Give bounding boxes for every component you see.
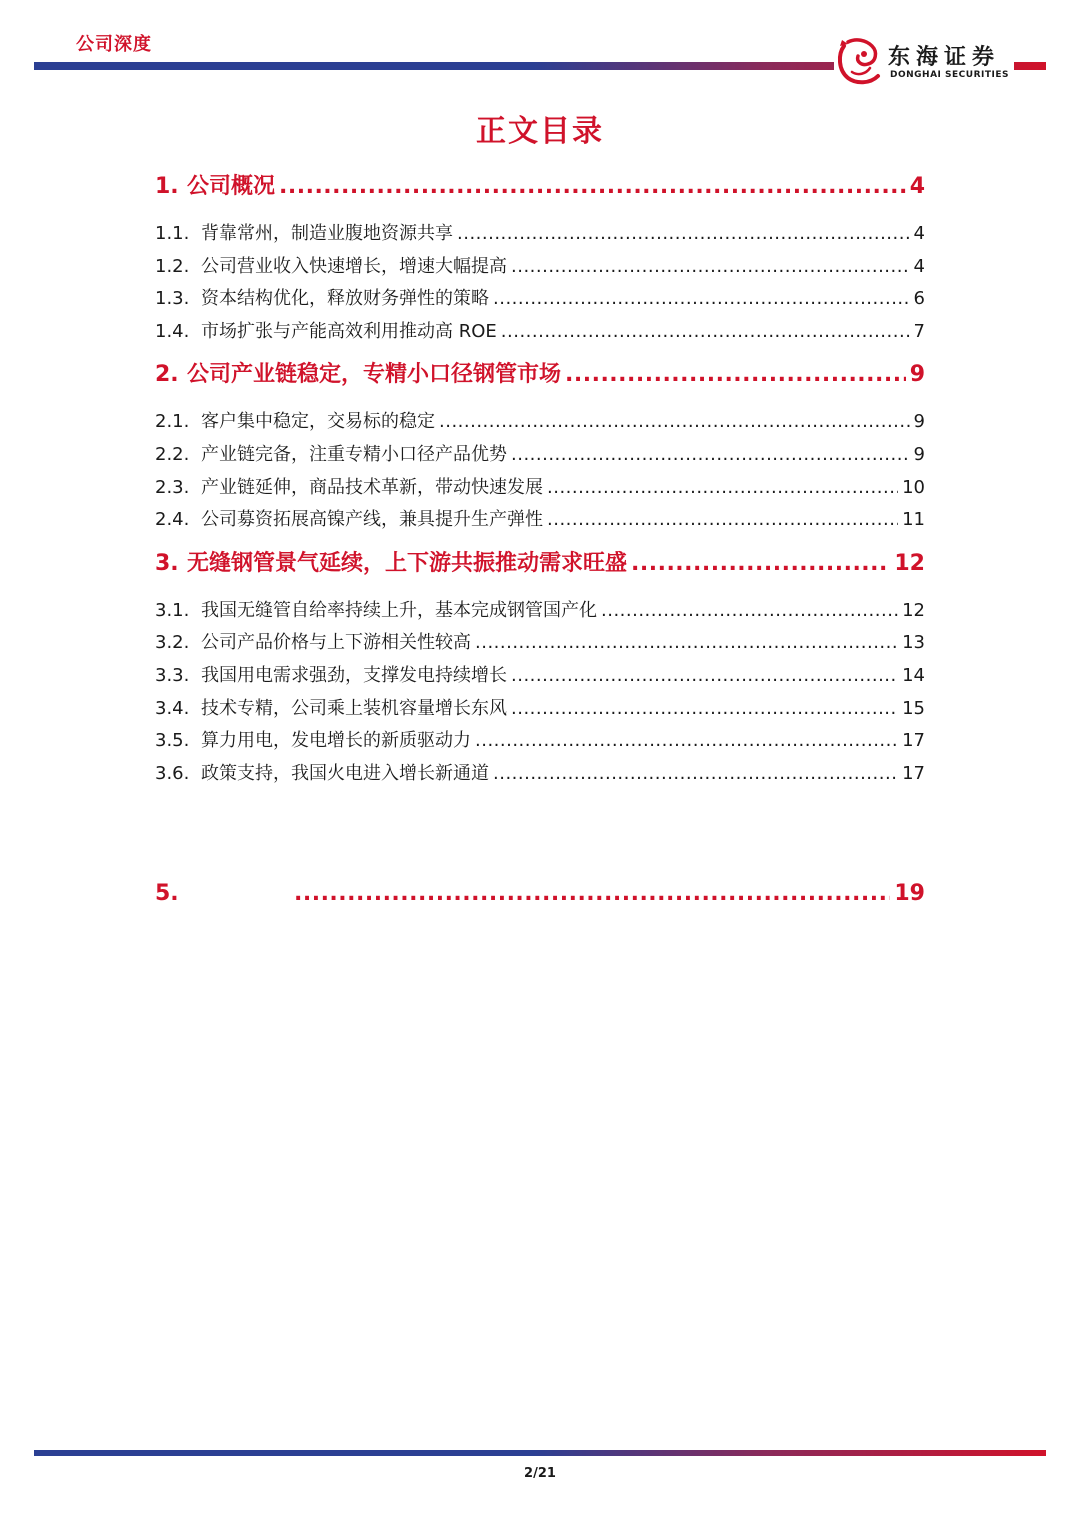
dot-leader xyxy=(547,472,898,505)
toc-entry-number: 2. xyxy=(155,362,179,388)
dot-leader xyxy=(475,627,898,660)
toc-entry-number: 3. xyxy=(155,550,179,576)
dot-leader xyxy=(601,595,898,628)
toc-entry-number: 2.3. xyxy=(155,476,190,498)
toc-entry-number: 1. xyxy=(155,174,179,199)
toc-entry-page: 13 xyxy=(902,632,925,654)
toc-entry-page: 9 xyxy=(913,443,925,465)
logo-english-name: DONGHAI SECURITIES xyxy=(890,70,1009,80)
dot-leader xyxy=(511,693,898,726)
dot-leader xyxy=(511,660,898,693)
toc-entry-label: 算力用电，发电增长的新质驱动力 xyxy=(201,730,471,752)
company-logo xyxy=(834,34,1014,88)
dot-leader xyxy=(547,504,898,537)
page-indicator: 2/21 xyxy=(524,1466,556,1481)
toc-entry-number: 1.3. xyxy=(155,288,190,310)
toc-entry-3-5[interactable] xyxy=(155,725,925,758)
toc-entry-number: 3.3. xyxy=(155,664,190,686)
toc-entry-1-1[interactable] xyxy=(155,218,925,251)
dot-leader xyxy=(457,218,910,251)
toc-entry-number: 1.4. xyxy=(155,320,190,342)
toc-entry-number: 2.1. xyxy=(155,411,190,433)
toc-entry-1-4[interactable] xyxy=(155,316,925,349)
toc-entry-label: 技术专精，公司乘上装机容量增长东风 xyxy=(201,697,507,719)
toc-entry-label: 公司概况 xyxy=(187,174,276,199)
toc-entry-label: 公司营业收入快速增长，增速大幅提高 xyxy=(201,255,507,277)
toc-entry-2[interactable] xyxy=(155,354,925,396)
toc-entry-label: 政策支持，我国火电进入增长新通道 xyxy=(201,762,489,784)
toc-entry-2-1[interactable] xyxy=(155,406,925,439)
dot-leader xyxy=(279,166,906,208)
dot-leader xyxy=(631,543,890,585)
toc-entry-page: 10 xyxy=(902,476,925,498)
dot-leader xyxy=(475,725,898,758)
toc-entry-3-1[interactable] xyxy=(155,595,925,628)
toc-entry-3[interactable] xyxy=(155,543,925,585)
toc-entry-3-6[interactable] xyxy=(155,758,925,791)
toc-entry-page: 9 xyxy=(913,411,925,433)
toc-entry-number: 2.4. xyxy=(155,509,190,531)
logo-chinese-name: 东海证券 xyxy=(888,45,1001,70)
toc-entry-page: 17 xyxy=(902,762,925,784)
toc-entry-label: 背靠常州，制造业腹地资源共享 xyxy=(201,223,453,244)
toc-entry-label: 公司产品价格与上下游相关性较高 xyxy=(201,632,471,654)
toc-entry-number: 3.5. xyxy=(155,730,190,752)
toc-entry-label: 公司产业链稳定，专精小口径钢管市场 xyxy=(187,362,562,388)
toc-entry-label: 产业链完备，注重专精小口径产品优势 xyxy=(201,443,507,465)
toc-entry-number: 1.1. xyxy=(155,223,190,244)
toc-entry-page: 4 xyxy=(909,174,925,199)
dot-leader xyxy=(565,354,906,396)
toc-entry-3-3[interactable] xyxy=(155,660,925,693)
toc-entry-page: 19 xyxy=(894,881,925,906)
dot-leader xyxy=(511,251,910,284)
dot-leader xyxy=(294,873,890,915)
toc-entry-label: 资本结构优化，释放财务弹性的策略 xyxy=(201,288,489,310)
toc-entry-number: 3.6. xyxy=(155,762,190,784)
toc-entry-number: 5. xyxy=(155,881,179,906)
dot-leader xyxy=(501,316,910,349)
toc-entry-page: 12 xyxy=(894,550,925,576)
toc-entry-number: 3.1. xyxy=(155,599,190,621)
toc-entry-page: 15 xyxy=(902,697,925,719)
toc-entry-page: 17 xyxy=(902,730,925,752)
dragon-emblem-icon xyxy=(834,34,886,88)
toc-entry-page: 4 xyxy=(913,223,925,244)
toc-entry-page: 9 xyxy=(909,362,925,388)
toc-entry-1-3[interactable] xyxy=(155,283,925,316)
toc-entry-2-4[interactable] xyxy=(155,504,925,537)
toc-entry-1[interactable] xyxy=(155,166,925,208)
report-type-tag: 公司深度 xyxy=(76,34,152,55)
footer-divider-bar xyxy=(34,1450,1046,1456)
toc-entry-label: 无缝钢管景气延续，上下游共振推动需求旺盛 xyxy=(187,550,628,576)
table-of-contents xyxy=(155,166,925,790)
toc-entry-page: 14 xyxy=(902,664,925,686)
toc-entry-label: 公司募资拓展高镍产线，兼具提升生产弹性 xyxy=(201,509,543,531)
page-title: 正文目录 xyxy=(476,114,604,149)
toc-entry-label: 市场扩张与产能高效利用推动高 ROE xyxy=(201,320,497,342)
toc-entry-number: 3.4. xyxy=(155,697,190,719)
toc-entry-page: 4 xyxy=(913,255,925,277)
dot-leader xyxy=(493,758,898,791)
toc-entry-1-2[interactable] xyxy=(155,251,925,284)
toc-entry-label: 我国无缝管自给率持续上升，基本完成钢管国产化 xyxy=(201,599,597,621)
toc-entry-2-2[interactable] xyxy=(155,439,925,472)
dot-leader xyxy=(439,406,910,439)
dot-leader xyxy=(493,283,910,316)
toc-entry-3-2[interactable] xyxy=(155,627,925,660)
toc-entry-number: 1.2. xyxy=(155,255,190,277)
toc-entry-page: 12 xyxy=(902,599,925,621)
toc-entry-label: 我国用电需求强劲，支撑发电持续增长 xyxy=(201,664,507,686)
toc-entry-page: 7 xyxy=(913,320,925,342)
dot-leader xyxy=(511,439,910,472)
toc-entry-page: 11 xyxy=(902,509,925,531)
toc-entry-label: 客户集中稳定，交易标的稳定 xyxy=(201,411,435,433)
toc-entry-3-4[interactable] xyxy=(155,693,925,726)
toc-entry-2-3[interactable] xyxy=(155,472,925,505)
toc-entry-label: 产业链延伸，商品技术革新，带动快速发展 xyxy=(201,476,543,498)
toc-entry-page: 6 xyxy=(913,288,925,310)
toc-entry-number: 2.2. xyxy=(155,443,190,465)
toc-entry-number: 3.2. xyxy=(155,632,190,654)
toc-entry-5[interactable] xyxy=(155,873,925,915)
